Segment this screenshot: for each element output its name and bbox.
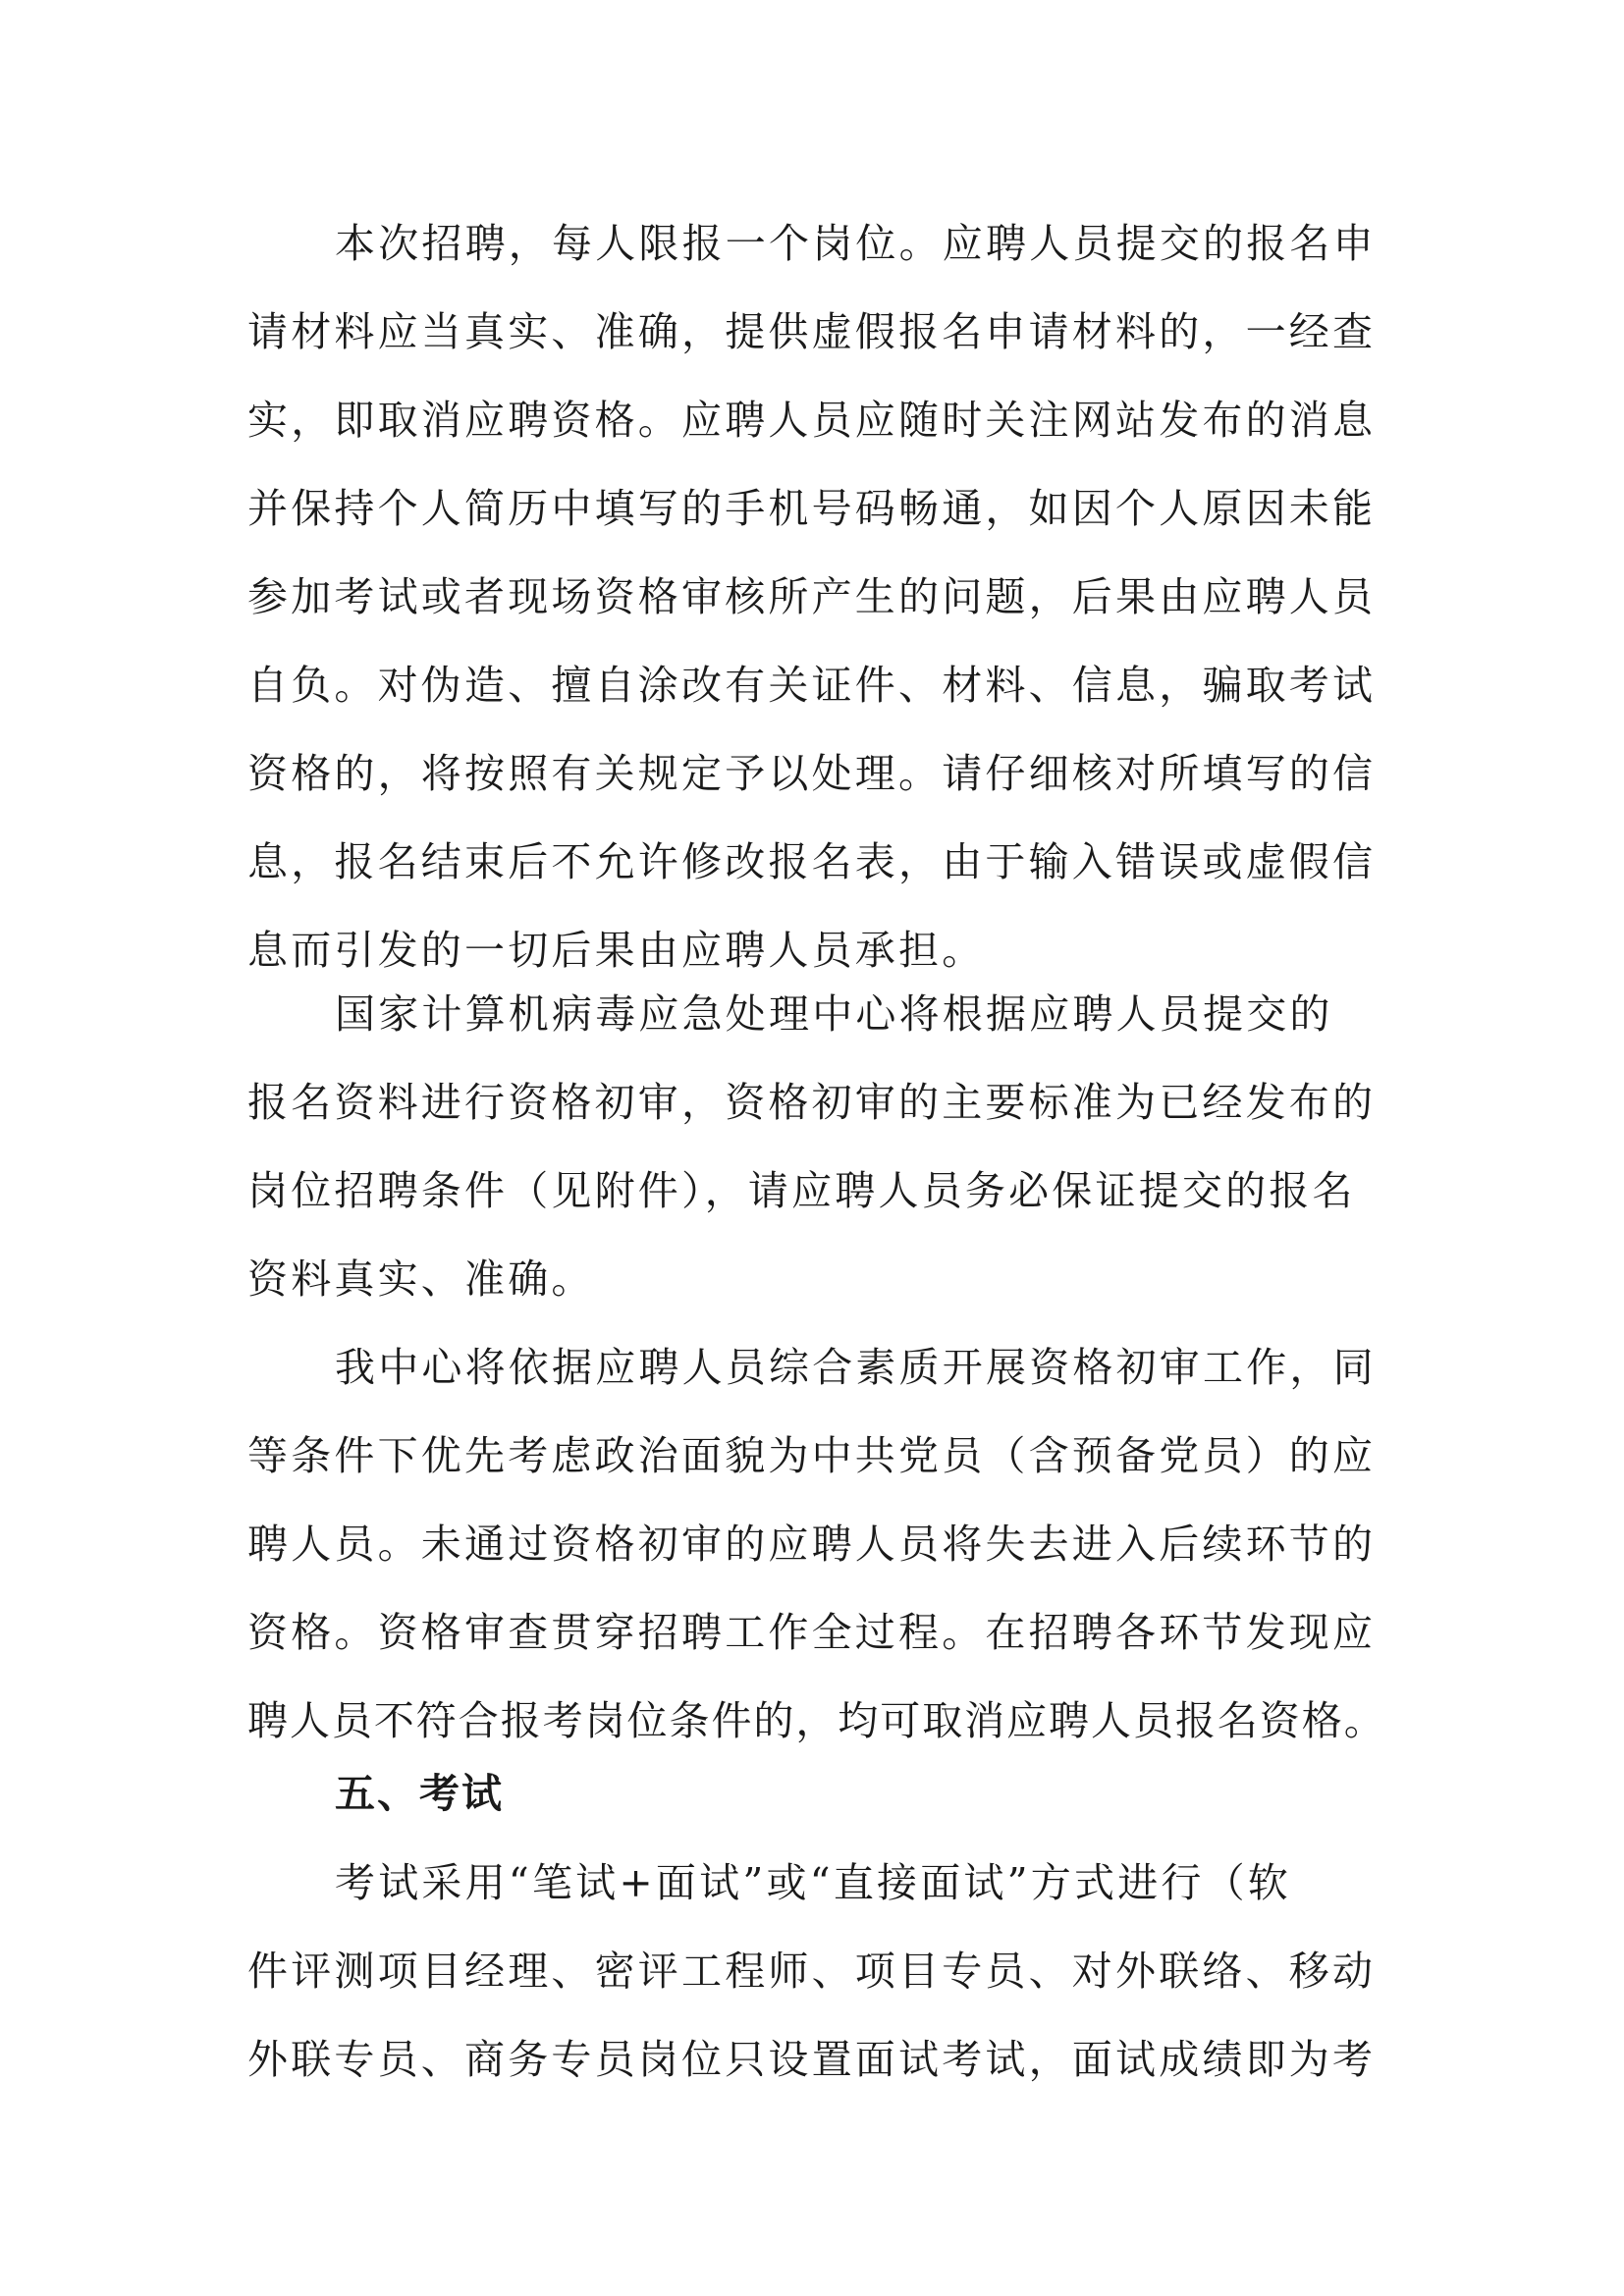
paragraph-3-line-5: 聘人员不符合报考岗位条件的，均可取消应聘人员报名资格。: [247, 1697, 1386, 1744]
paragraph-1-line-2: 请材料应当真实、准确，提供虚假报名申请材料的，一经查: [247, 308, 1377, 355]
paragraph-1-line-8: 息，报名结束后不允许修改报名表，由于输入错误或虚假信: [247, 838, 1377, 885]
paragraph-3-line-3: 聘人员。未通过资格初审的应聘人员将失去进入后续环节的: [247, 1521, 1377, 1568]
paragraph-1-line-3: 实，即取消应聘资格。应聘人员应随时关注网站发布的消息: [247, 397, 1377, 444]
paragraph-1-line-6: 自负。对伪造、擅自涂改有关证件、材料、信息，骗取考试: [247, 662, 1377, 709]
paragraph-4-line-3: 外联专员、商务专员岗位只设置面试考试，面试成绩即为考: [247, 2036, 1377, 2083]
paragraph-1-line-4: 并保持个人简历中填写的手机号码畅通，如因个人原因未能: [247, 485, 1377, 532]
paragraph-2-line-4: 资料真实、准确。: [247, 1255, 595, 1303]
paragraph-3-line-2: 等条件下优先考虑政治面貌为中共党员（含预备党员）的应: [247, 1432, 1377, 1479]
paragraph-1-line-5: 参加考试或者现场资格审核所产生的问题，后果由应聘人员: [247, 573, 1377, 620]
paragraph-4-line-2: 件评测项目经理、密评工程师、项目专员、对外联络、移动: [247, 1948, 1377, 1995]
paragraph-4-line-1: 考试采用“笔试+面试”或“直接面试”方式进行（软: [335, 1859, 1291, 1906]
paragraph-2-line-3: 岗位招聘条件（见附件），请应聘人员务必保证提交的报名: [247, 1167, 1356, 1214]
paragraph-3-line-1: 我中心将依据应聘人员综合素质开展资格初审工作，同: [335, 1344, 1377, 1391]
paragraph-1-line-1: 本次招聘，每人限报一个岗位。应聘人员提交的报名申: [335, 220, 1377, 267]
paragraph-1-line-9: 息而引发的一切后果由应聘人员承担。: [247, 927, 986, 974]
section-heading: 五、考试: [335, 1770, 504, 1817]
paragraph-2-line-1: 国家计算机病毒应急处理中心将根据应聘人员提交的: [335, 990, 1333, 1038]
paragraph-3-line-4: 资格。资格审查贯穿招聘工作全过程。在招聘各环节发现应: [247, 1609, 1377, 1656]
paragraph-2-line-2: 报名资料进行资格初审，资格初审的主要标准为已经发布的: [247, 1079, 1377, 1126]
paragraph-1-line-7: 资格的，将按照有关规定予以处理。请仔细核对所填写的信: [247, 750, 1377, 797]
